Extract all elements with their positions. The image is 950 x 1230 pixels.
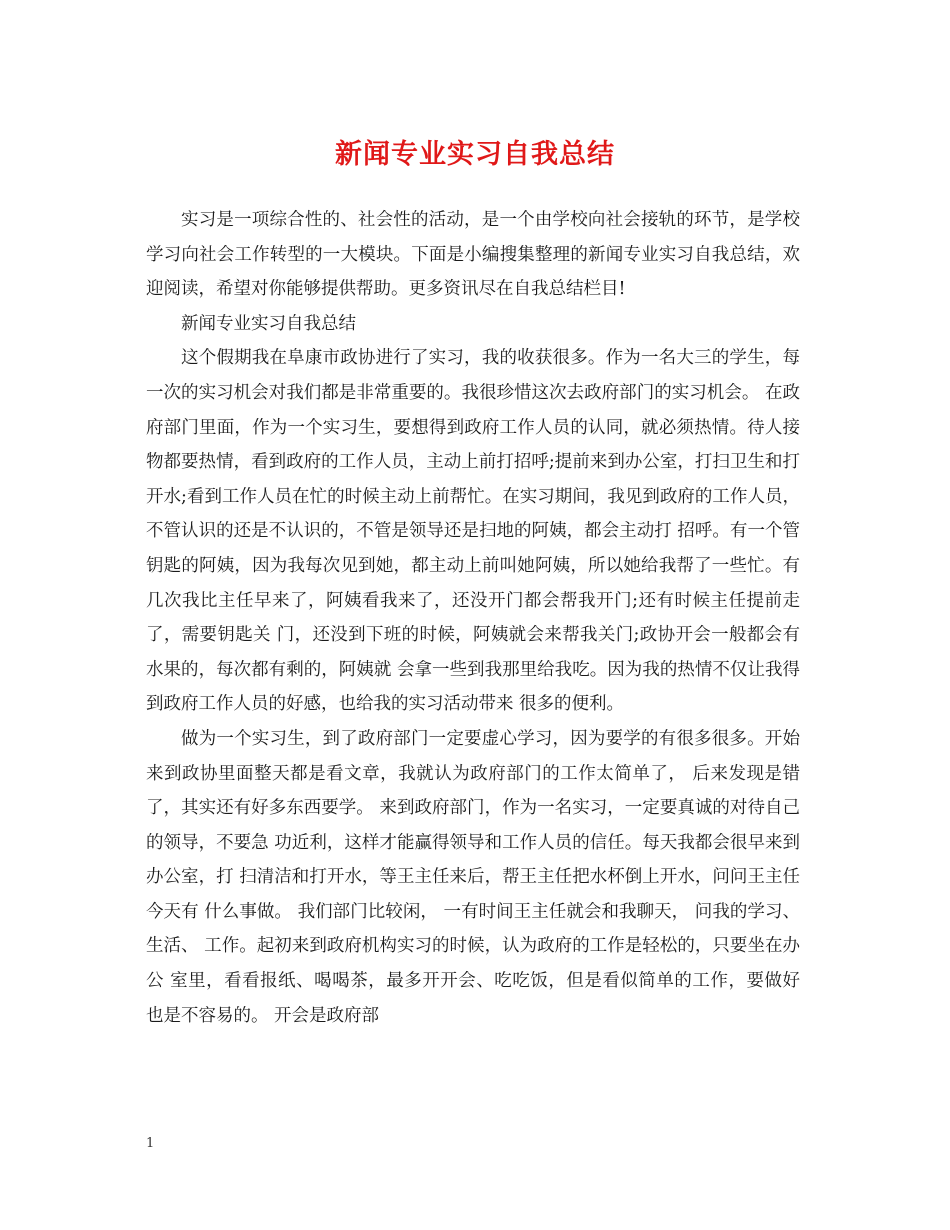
intro-paragraph: 实习是一项综合性的、社会性的活动，是一个由学校向社会接轨的环节，是学校学习向社会工作转型的一大模块。下面是小编搜集整理的新闻专业实习自我总结，欢迎阅读，希望对你能够提供帮助。更多资讯尽在自我总结栏目! [146,210,800,300]
page-number: 1 [146,1136,155,1151]
document-title: 新闻专业实习自我总结 [335,139,615,170]
document-body [146,203,800,1033]
body-paragraph: 做为一个实习生，到了政府部门一定要虚心学习，因为要学的有很多很多。开始来到政协里面整天都是看文章，我就认为政府部门的工作太简单了， 后来发现是错了，其实还有好多东西要学。 来到政府部门，作为一名实习，一定要真诚的对待自己的领导，不要急 功近利，这样才能赢得领导和工作人员的信任。每天我都会很早来到办公室，打 扫清洁和打开水，等王主任来后，帮王主任把水杯倒上开水，问问王主任今天有 什么事做。 我们部门比较闲， 一有时间王主任就会和我聊天， 问我的学习、 生活、 工作。起初来到政府机构实习的时候，认为政府的工作是轻松的，只要坐在办公 室里，看看报纸、喝喝茶，最多开开会、吃吃饭，但是看似简单的工作，要做好 也是不容易的。 开会是政府部 [146,728,800,1026]
body-paragraph: 这个假期我在阜康市政协进行了实习，我的收获很多。作为一名大三的学生，每一次的实习机会对我们都是非常重要的。我很珍惜这次去政府部门的实习机会。 在政府部门里面，作为一个实习生，要想得到政府工作人员的认同，就必须热情。待人接物都要热情，看到政府的工作人员，主动上前打招呼;提前来到办公室，打扫卫生和打开水;看到工作人员在忙的时候主动上前帮忙。在实习期间，我见到政府的工作人员，不管认识的还是不认识的，不管是领导还是扫地的阿姨，都会主动打 招呼。有一个管钥匙的阿姨，因为我每次见到她，都主动上前叫她阿姨，所以她给我帮了一些忙。有 几次我比主任早来了，阿姨看我来了，还没开门都会帮我开门;还有时候主任提前走了，需要钥匙关 门，还没到下班的时候，阿姨就会来帮我关门;政协开会一般都会有水果的，每次都有剩的，阿姨就 会拿一些到我那里给我吃。因为我的热情不仅让我得到政府工作人员的好感，也给我的实习活动带来 很多的便利。 [146,348,800,715]
section-heading: 新闻专业实习自我总结 [181,313,356,334]
